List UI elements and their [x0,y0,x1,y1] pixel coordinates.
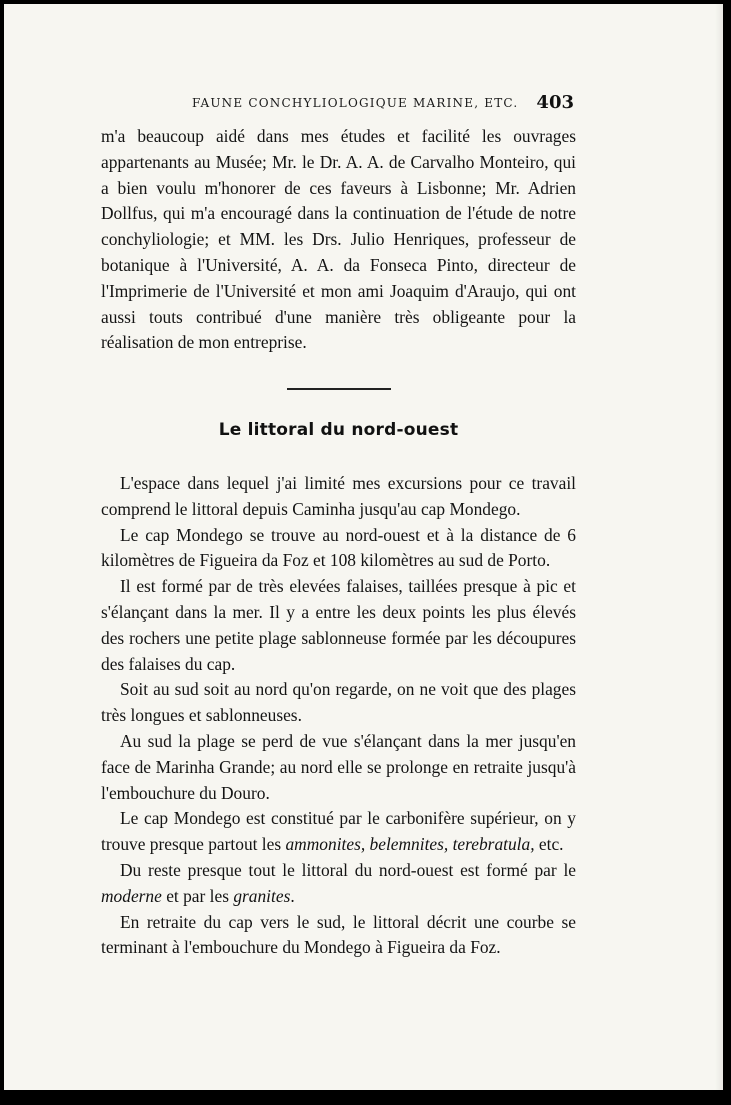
paragraph-7-mid: et par les [161,885,234,906]
paragraph-7 [101,858,576,910]
running-head [104,94,574,116]
paragraph-3: Il est formé par de très elevées falaises, taillées presque à pic et s'élançant dans la mer. Il y a entre les deux points les plus élevés des rochers une petite plage sablonneuse formée par les découpures des falaises du cap. [101,576,576,674]
paragraph-7-end: . [290,885,295,906]
paragraph-1: L'espace dans lequel j'ai limité mes excursions pour ce travail comprend le littoral depuis Caminha jusqu'au cap Mondego. [101,472,576,519]
running-title: FAUNE CONCHYLIOLOGIQUE MARINE, ETC. [192,96,519,110]
section-heading: Le littoral du nord-ouest [218,420,459,441]
fossil-list: ammonites, belemnites, terebratula, [285,834,535,855]
section-divider [287,388,391,390]
paragraph-4: Soit au sud soit au nord qu'on regarde, on ne voit que des plages très longues et sablonneuses. [101,679,576,726]
page-number: 403 [536,92,574,113]
body-text [101,124,576,961]
term-granites: granites [233,885,291,906]
paragraph-6 [101,806,576,858]
paragraph-6-end: etc. [534,834,564,855]
paragraph-5: Au sud la plage se perd de vue s'élançant dans la mer jusqu'en face de Marinha Grande; au nord elle se prolonge en retraite jusqu'à l'embouchure du Douro. [101,730,576,803]
paragraph-6-text: Le cap Mondego est constitué par le carbonifère supérieur, on y trouve presque partout les [101,808,576,855]
page-edge-shadow [715,4,723,1090]
book-page [4,4,723,1090]
paragraph-8: En retraite du cap vers le sud, le littoral décrit une courbe se terminant à l'embouchure du Mondego à Figueira da Foz. [101,911,576,958]
paragraph-7-text: Du reste presque tout le littoral du nord-ouest est formé par le [120,859,576,880]
intro-paragraph: m'a beaucoup aidé dans mes études et facilité les ouvrages appartenants au Musée; Mr. le Dr. A. A. de Carvalho Monteiro, qui a bien voulu m'honorer de ces faveurs à Lisbonne; Mr. Adrien Dollfus, qui m'a encouragé dans la continuation de l'étude de notre conchyliologie; et MM. les Drs. Julio Henriques, professeur de botanique à l'Université, A. A. da Fonseca Pinto, directeur de l'Imprimerie de l'Université et mon ami Joaquim d'Araujo, qui ont aussi touts contribué d'une manière très obligeante pour la réalisation de mon entreprise. [101,126,576,353]
term-moderne: moderne [101,885,162,906]
paragraph-2: Le cap Mondego se trouve au nord-ouest et à la distance de 6 kilomètres de Figueira da Foz et 108 kilomètres au sud de Porto. [101,524,576,571]
